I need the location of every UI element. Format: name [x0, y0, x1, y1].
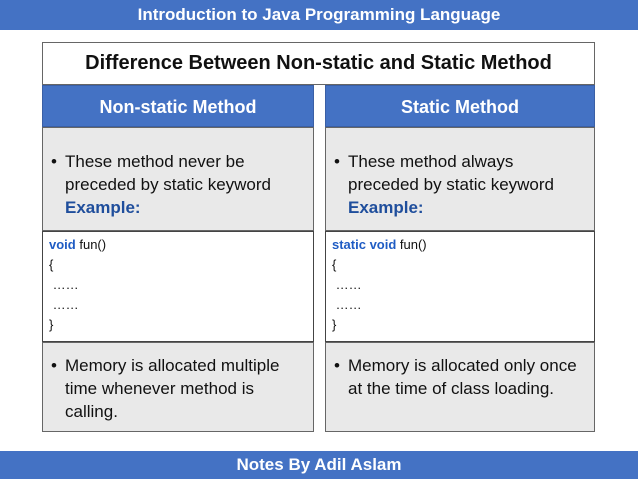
code-line: { — [332, 257, 337, 272]
bullet-icon: • — [334, 152, 340, 171]
static-description — [325, 127, 595, 231]
code-keyword: void — [49, 237, 76, 252]
code-signature: fun() — [75, 237, 107, 252]
static-example-label: Example: — [348, 198, 424, 217]
footer-notes: Notes By Adil Aslam — [0, 451, 638, 479]
code-keyword: static void — [332, 237, 397, 252]
column-heading-static: Static Method — [325, 85, 595, 127]
header-title: Introduction to Java Programming Language — [0, 0, 638, 30]
bullet-icon: • — [51, 356, 57, 375]
column-heading-non-static: Non-static Method — [42, 85, 314, 127]
static-memory-text: Memory is allocated only once at the time of class loading. — [348, 356, 577, 398]
bullet-icon: • — [51, 152, 57, 171]
non-static-description — [42, 127, 314, 231]
bullet-icon: • — [334, 356, 340, 375]
non-static-memory-text: Memory is allocated multiple time whenever method is calling. — [65, 356, 280, 421]
non-static-example-label: Example: — [65, 198, 141, 217]
code-line: …… — [49, 277, 79, 292]
slide-title: Difference Between Non-static and Static Method — [42, 42, 595, 85]
code-line: …… — [332, 297, 362, 312]
static-memory — [325, 342, 595, 432]
non-static-code-example — [42, 231, 314, 342]
static-code-example — [325, 231, 595, 342]
non-static-point: These method never be preceded by static keyword — [65, 152, 271, 194]
code-line: …… — [332, 277, 362, 292]
code-line: } — [332, 317, 337, 332]
code-line: { — [49, 257, 54, 272]
code-line: …… — [49, 297, 79, 312]
code-line: } — [49, 317, 54, 332]
non-static-memory — [42, 342, 314, 432]
static-point: These method always preceded by static keyword — [348, 152, 554, 194]
code-signature: fun() — [396, 237, 427, 252]
